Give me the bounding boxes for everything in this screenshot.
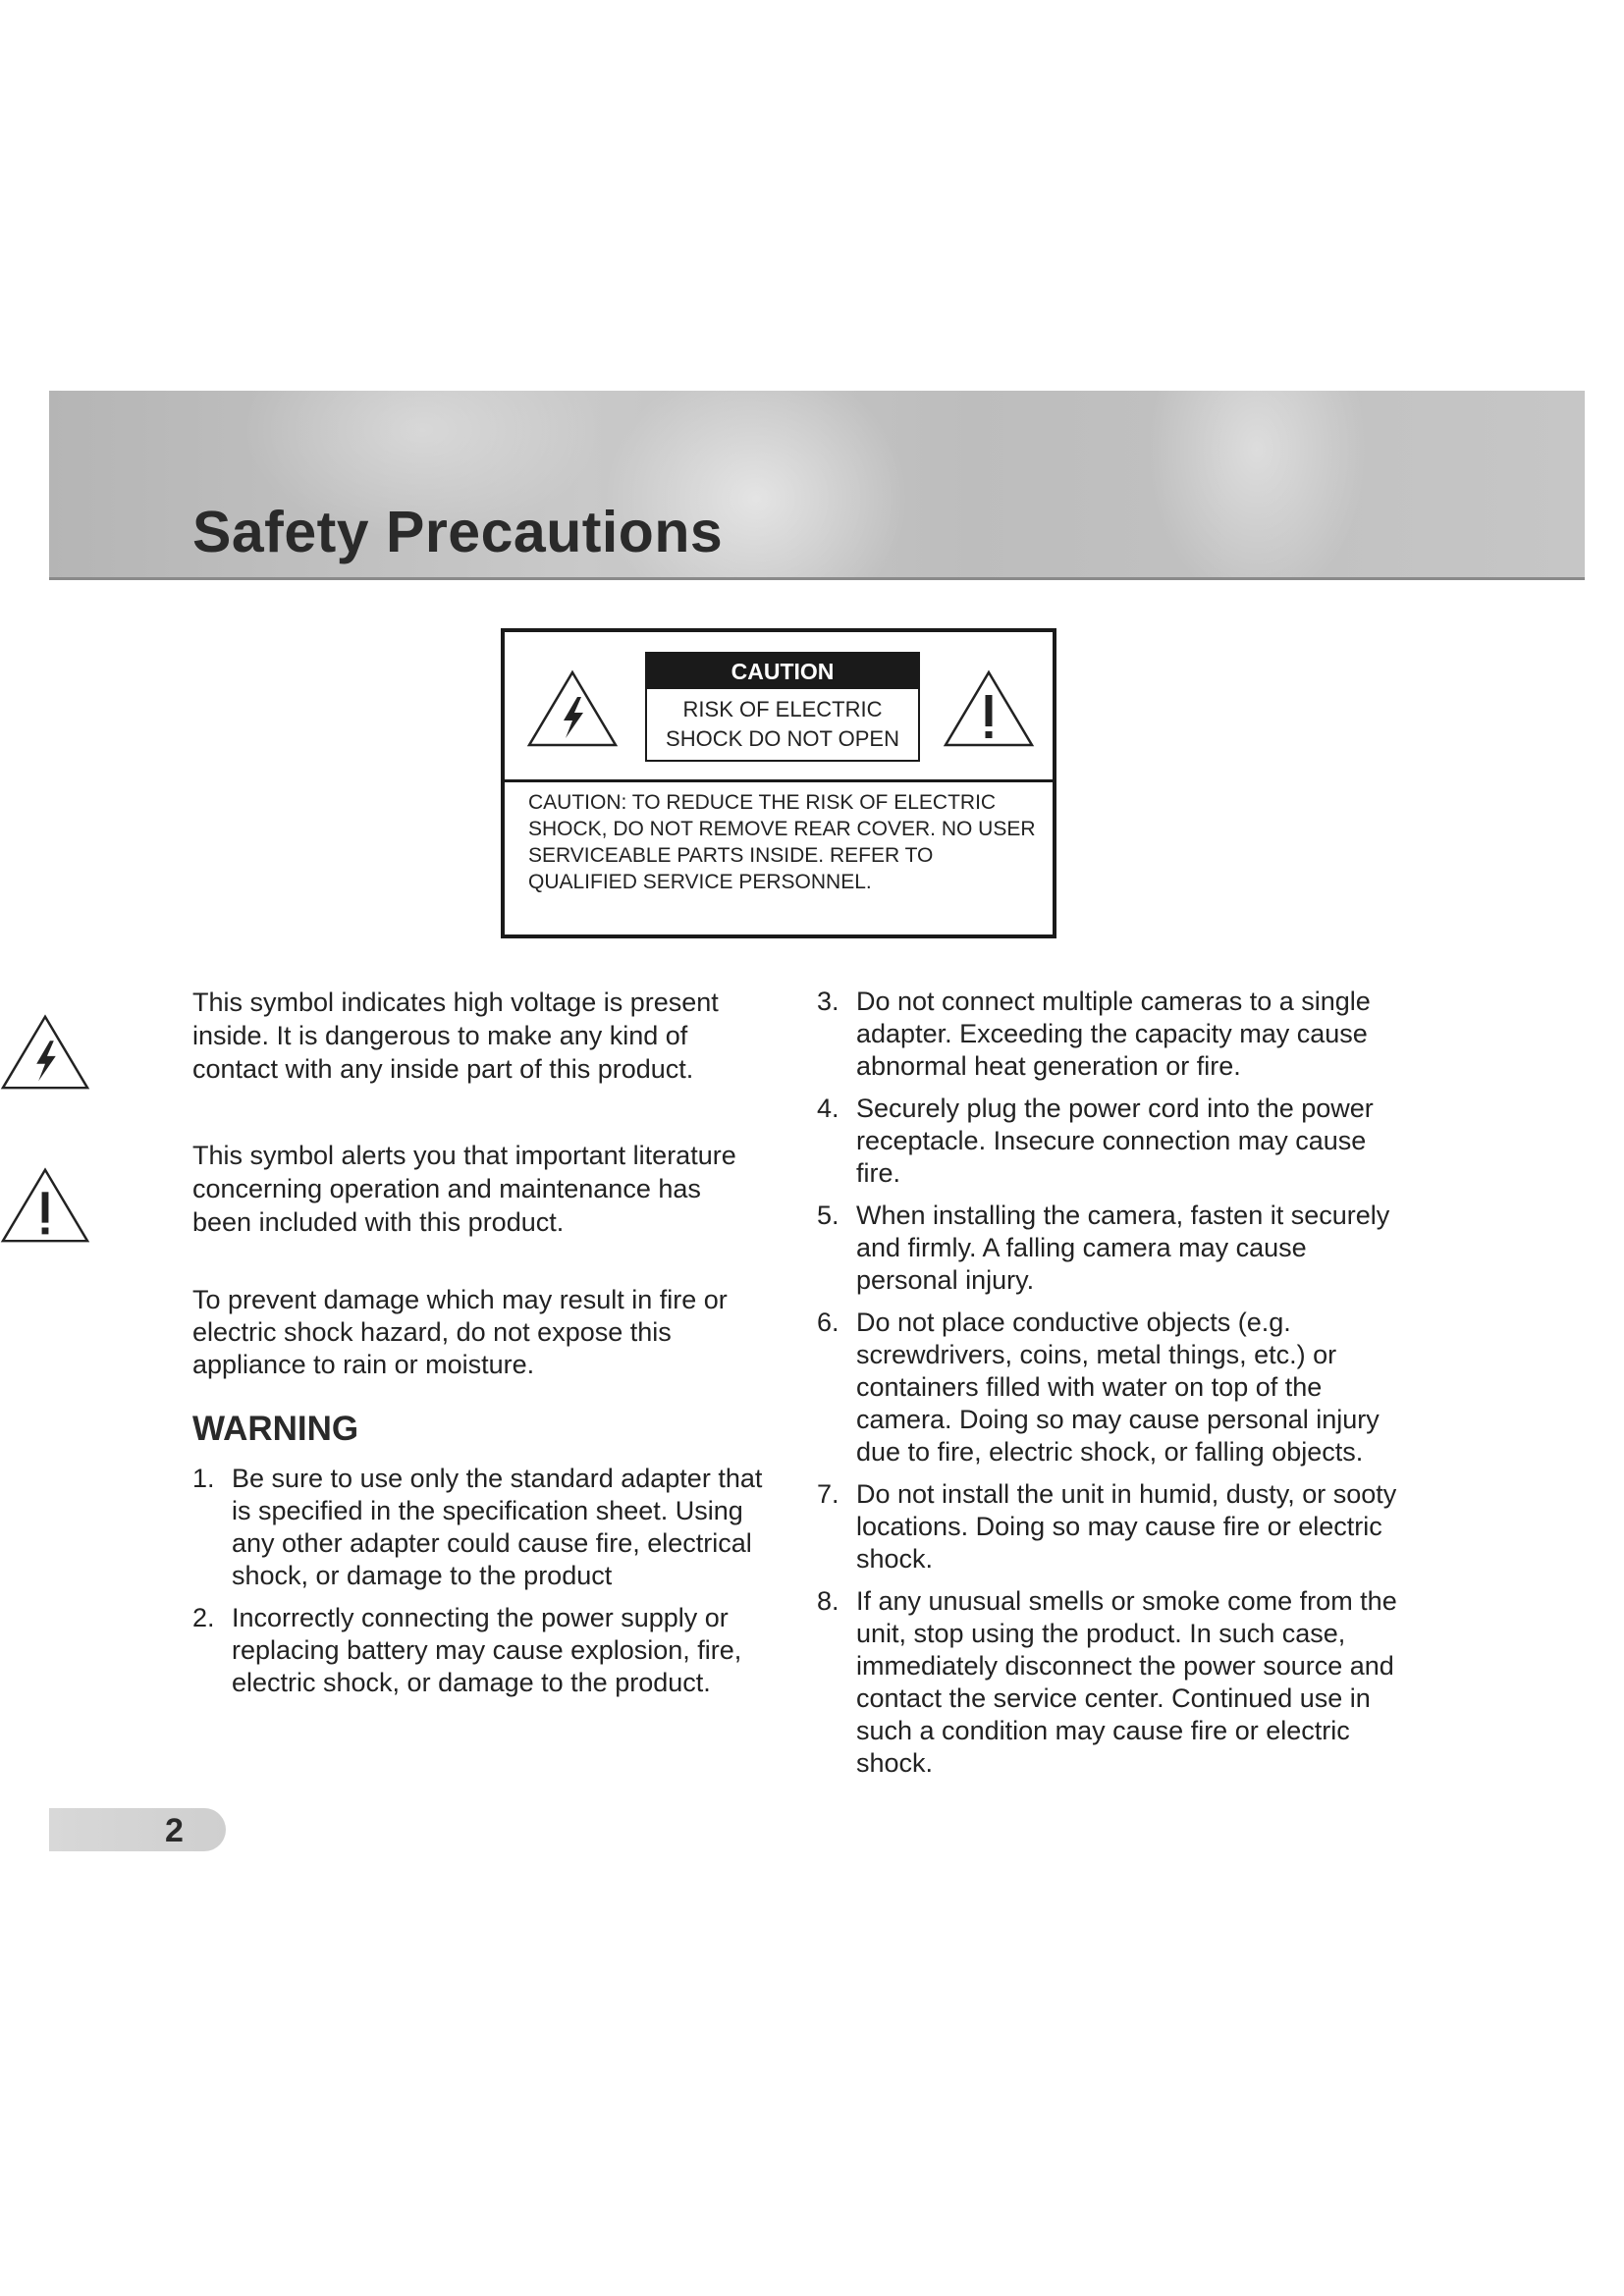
page-title: Safety Precautions bbox=[192, 500, 724, 564]
symbol-note-literature bbox=[192, 1139, 762, 1239]
page-number: 2 bbox=[165, 1812, 184, 1849]
list-item bbox=[817, 1307, 1398, 1468]
list-item bbox=[817, 986, 1398, 1083]
list-item-number: 4. bbox=[817, 1094, 839, 1123]
caution-label-subtext bbox=[647, 689, 918, 754]
warning-heading: WARNING bbox=[192, 1410, 359, 1448]
list-item-text: Incorrectly connecting the power supply or replacing battery may cause explosion, fire, electric shock, or damage to the product. bbox=[232, 1603, 742, 1697]
list-item-text: Do not place conductive objects (e.g. screwdrivers, coins, metal things, etc.) or containers filled with water on top of the camera. Doing so may cause personal injury due to fire, electric shock, or falling objects. bbox=[856, 1308, 1380, 1467]
list-item-number: 8. bbox=[817, 1586, 839, 1616]
intro-paragraph: To prevent damage which may result in fire or electric shock hazard, do not expose this appliance to rain or moisture. bbox=[192, 1285, 728, 1379]
lightning-warning-icon bbox=[526, 669, 619, 748]
list-item-text: When installing the camera, fasten it securely and firmly. A falling camera may cause personal injury. bbox=[856, 1201, 1390, 1295]
list-item-text: Do not install the unit in humid, dusty, or sooty locations. Doing so may cause fire or electric shock. bbox=[856, 1479, 1397, 1574]
symbol-note-text: This symbol alerts you that important literature concerning operation and maintenance has been included with this product. bbox=[192, 1141, 736, 1237]
symbol-note-text: This symbol indicates high voltage is present inside. It is dangerous to make any kind of contact with any inside part of this product. bbox=[192, 988, 719, 1084]
list-item bbox=[817, 1093, 1398, 1190]
caution-label-heading: CAUTION bbox=[647, 654, 918, 689]
list-item-number: 7. bbox=[817, 1479, 839, 1509]
caution-label bbox=[645, 652, 920, 762]
list-item-text: Securely plug the power cord into the power receptacle. Insecure connection may cause fire. bbox=[856, 1094, 1374, 1188]
caution-box bbox=[501, 628, 1056, 938]
list-item-number: 5. bbox=[817, 1201, 839, 1230]
header-banner bbox=[49, 391, 1585, 580]
exclamation-warning-icon bbox=[943, 669, 1035, 748]
caution-text: CAUTION: TO REDUCE THE RISK OF ELECTRIC SHOCK, DO NOT REMOVE REAR COVER. NO USER SERVICEABLE PARTS INSIDE. REFER TO QUALIFIED SERVICE PERSONNEL. bbox=[528, 791, 1036, 893]
warning-list-left bbox=[192, 1463, 772, 1709]
list-item-number: 1. bbox=[192, 1464, 215, 1493]
list-item-text: Be sure to use only the standard adapter that is specified in the specification sheet. Using any other adapter could cause fire, electrical shock, or damage to the product bbox=[232, 1464, 763, 1590]
caution-box-top bbox=[505, 632, 1053, 782]
list-item-number: 2. bbox=[192, 1603, 215, 1632]
list-item bbox=[817, 1478, 1398, 1575]
exclamation-warning-icon bbox=[0, 1166, 90, 1245]
list-item bbox=[192, 1602, 772, 1699]
list-item bbox=[192, 1463, 772, 1592]
list-item-number: 6. bbox=[817, 1308, 839, 1337]
caution-sub-line-2: SHOCK DO NOT OPEN bbox=[666, 726, 899, 751]
list-item bbox=[817, 1585, 1398, 1780]
list-item-text: Do not connect multiple cameras to a single adapter. Exceeding the capacity may cause abnormal heat generation or fire. bbox=[856, 987, 1371, 1081]
list-item-number: 3. bbox=[817, 987, 839, 1016]
list-item-text: If any unusual smells or smoke come from the unit, stop using the product. In such case, immediately disconnect the power source and contact the service center. Continued use in such a condition may cause fire or electric shock. bbox=[856, 1586, 1397, 1778]
warning-list-right bbox=[817, 986, 1398, 1789]
page-number-tab bbox=[49, 1808, 226, 1851]
lightning-warning-icon bbox=[0, 1013, 90, 1092]
caution-sub-line-1: RISK OF ELECTRIC bbox=[682, 697, 883, 721]
list-item bbox=[817, 1200, 1398, 1297]
symbol-note-high-voltage bbox=[192, 986, 762, 1086]
